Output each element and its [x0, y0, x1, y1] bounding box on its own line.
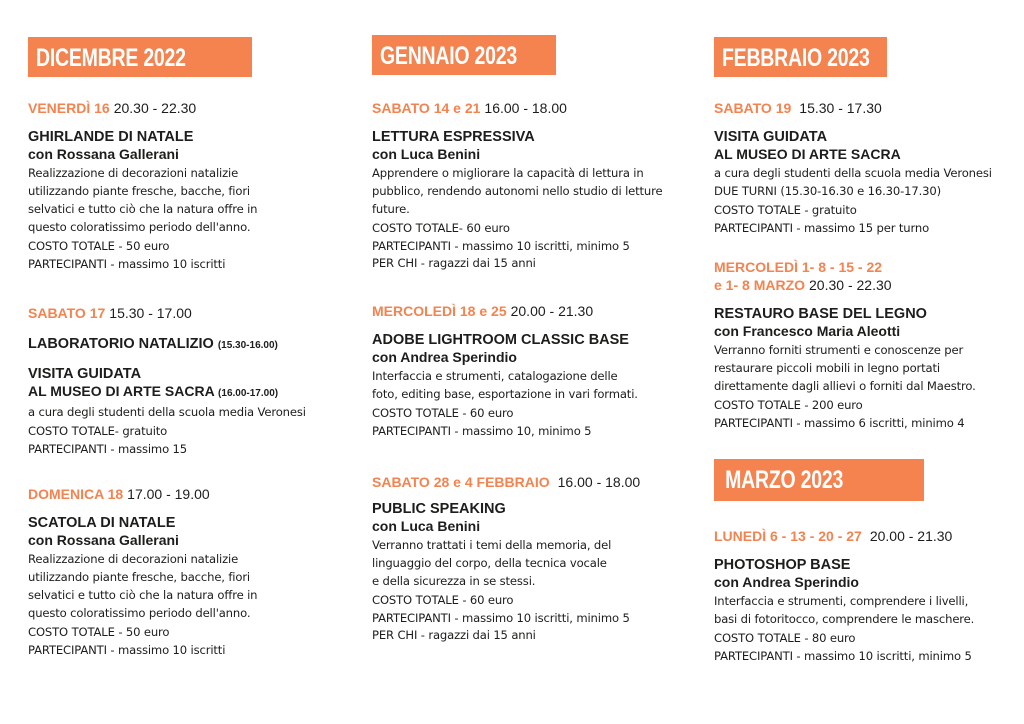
month-badge-march: MARZO 2023	[714, 459, 924, 501]
event-participants: PARTECIPANTI - massimo 10 iscritti, minimo 5	[372, 610, 630, 625]
event-participants: PARTECIPANTI - massimo 15	[28, 441, 187, 456]
event-laboratorio-visita	[28, 304, 358, 458]
event-ghirlande	[28, 99, 358, 273]
event-restauro	[714, 258, 1014, 432]
event-info	[372, 220, 702, 273]
event-info	[28, 423, 358, 458]
event-subtitle: AL MUSEO DI ARTE SACRA	[714, 146, 901, 162]
event-participants: PARTECIPANTI - massimo 10 iscritti	[28, 256, 226, 271]
event-title-visit-museum: AL MUSEO DI ARTE SACRA (16.00-17.00)	[28, 383, 279, 399]
event-date: VENERDÌ 16 20.30 - 22.30	[28, 100, 197, 116]
event-description: Apprendere o migliorare la capacità di lettura in pubblico, rendendo autonomi nello studio di letture future.	[372, 166, 663, 216]
event-participants: PARTECIPANTI - massimo 10, minimo 5	[372, 423, 592, 438]
event-cost: COSTO TOTALE- 60 euro	[372, 221, 510, 235]
event-info	[714, 630, 1014, 665]
event-audience: PER CHI - ragazzi dai 15 anni	[372, 256, 536, 270]
event-participants: PARTECIPANTI - massimo 6 iscritti, minimo 4	[714, 415, 965, 430]
event-date: SABATO 19 15.30 - 17.30	[714, 100, 882, 116]
event-lettura	[372, 99, 702, 273]
event-cost: COSTO TOTALE - 60 euro	[372, 593, 514, 607]
month-badge-december: DICEMBRE 2022	[28, 37, 252, 77]
event-description: Realizzazione di decorazioni natalizie utilizzando piante fresche, bacche, fiori selvatici e tutto ciò che la natura offre in questo coloratissimo periodo dell'anno.	[28, 552, 258, 620]
event-info	[28, 238, 358, 273]
event-cost: COSTO TOTALE - 80 euro	[714, 631, 856, 645]
event-date: SABATO 17 15.30 - 17.00	[28, 305, 192, 321]
event-description: Interfaccia e strumenti, comprendere i livelli, basi di fotoritocco, comprendere le maschere.	[714, 594, 975, 626]
month-badge-february: FEBBRAIO 2023	[714, 37, 887, 77]
event-cost: COSTO TOTALE - 50 euro	[28, 625, 170, 639]
event-participants: PARTECIPANTI - massimo 10 iscritti	[28, 642, 226, 657]
event-title-visit: VISITA GUIDATA	[28, 366, 142, 382]
event-info	[372, 405, 702, 440]
event-date: LUNEDÌ 6 - 13 - 20 - 27 20.00 - 21.30	[714, 528, 953, 544]
event-title: GHIRLANDE DI NATALE	[28, 129, 194, 145]
event-info	[28, 624, 358, 659]
event-info	[714, 397, 1014, 432]
event-date-cont: e 1- 8 MARZO 20.30 - 22.30	[714, 277, 892, 293]
event-scatola	[28, 485, 358, 659]
event-date: SABATO 14 e 21 16.00 - 18.00	[372, 100, 567, 116]
event-date: MERCOLEDÌ 18 e 25 20.00 - 21.30	[372, 303, 594, 319]
event-date: MERCOLEDÌ 1- 8 - 15 - 22	[714, 259, 883, 275]
event-description: Interfaccia e strumenti, catalogazione delle foto, editing base, esportazione in vari formati.	[372, 369, 638, 401]
event-participants: PARTECIPANTI - massimo 10 iscritti, minimo 5	[714, 648, 972, 663]
event-instructor: con Rossana Gallerani	[28, 146, 179, 162]
event-cost: COSTO TOTALE - 200 euro	[714, 398, 863, 412]
event-instructor: con Andrea Sperindio	[372, 349, 517, 365]
event-instructor: con Andrea Sperindio	[714, 574, 859, 590]
event-photoshop	[714, 527, 1014, 665]
event-participants: PARTECIPANTI - massimo 10 iscritti, minimo 5	[372, 238, 630, 253]
event-description: a cura degli studenti della scuola media Veronesi	[28, 405, 306, 419]
event-description: a cura degli studenti della scuola media Veronesi DUE TURNI (15.30-16.30 e 16.30-17.30)	[714, 166, 992, 198]
event-description: Verranno forniti strumenti e conoscenze per restaurare piccoli mobili in legno portati direttamente dagli allievi o forniti dal Maestro.	[714, 343, 976, 393]
event-instructor: con Luca Benini	[372, 518, 481, 534]
event-info	[372, 592, 702, 645]
event-title: RESTAURO BASE DEL LEGNO	[714, 306, 927, 322]
event-cost: COSTO TOTALE - gratuito	[714, 203, 857, 217]
event-cost: COSTO TOTALE - 60 euro	[372, 406, 514, 420]
event-cost: COSTO TOTALE - 50 euro	[28, 239, 170, 253]
event-title: PHOTOSHOP BASE	[714, 557, 851, 573]
event-title: ADOBE LIGHTROOM CLASSIC BASE	[372, 332, 629, 348]
event-description: Realizzazione di decorazioni natalizie utilizzando piante fresche, bacche, fiori selvatici e tutto ciò che la natura offre in questo coloratissimo periodo dell'anno.	[28, 166, 258, 234]
event-instructor: con Francesco Maria Aleotti	[714, 323, 901, 339]
event-public-speaking	[372, 473, 702, 645]
month-badge-january: GENNAIO 2023	[372, 35, 556, 75]
event-title: VISITA GUIDATA	[714, 129, 828, 145]
event-lightroom	[372, 302, 702, 440]
event-audience: PER CHI - ragazzi dai 15 anni	[372, 628, 536, 642]
event-title: LETTURA ESPRESSIVA	[372, 129, 535, 145]
event-title: SCATOLA DI NATALE	[28, 515, 176, 531]
event-instructor: con Rossana Gallerani	[28, 532, 179, 548]
event-date: SABATO 28 e 4 FEBBRAIO 16.00 - 18.00	[372, 474, 641, 490]
event-info	[714, 202, 1014, 237]
event-visita-museo	[714, 99, 1014, 237]
event-instructor: con Luca Benini	[372, 146, 481, 162]
event-title: LABORATORIO NATALIZIO (15.30-16.00)	[28, 336, 278, 352]
event-cost: COSTO TOTALE- gratuito	[28, 424, 168, 438]
event-description: Verranno trattati i temi della memoria, del linguaggio del corpo, della tecnica vocale e della sicurezza in se stessi.	[372, 538, 612, 588]
event-title: PUBLIC SPEAKING	[372, 501, 506, 517]
event-participants: PARTECIPANTI - massimo 15 per turno	[714, 220, 930, 235]
event-date: DOMENICA 18 17.00 - 19.00	[28, 486, 210, 502]
